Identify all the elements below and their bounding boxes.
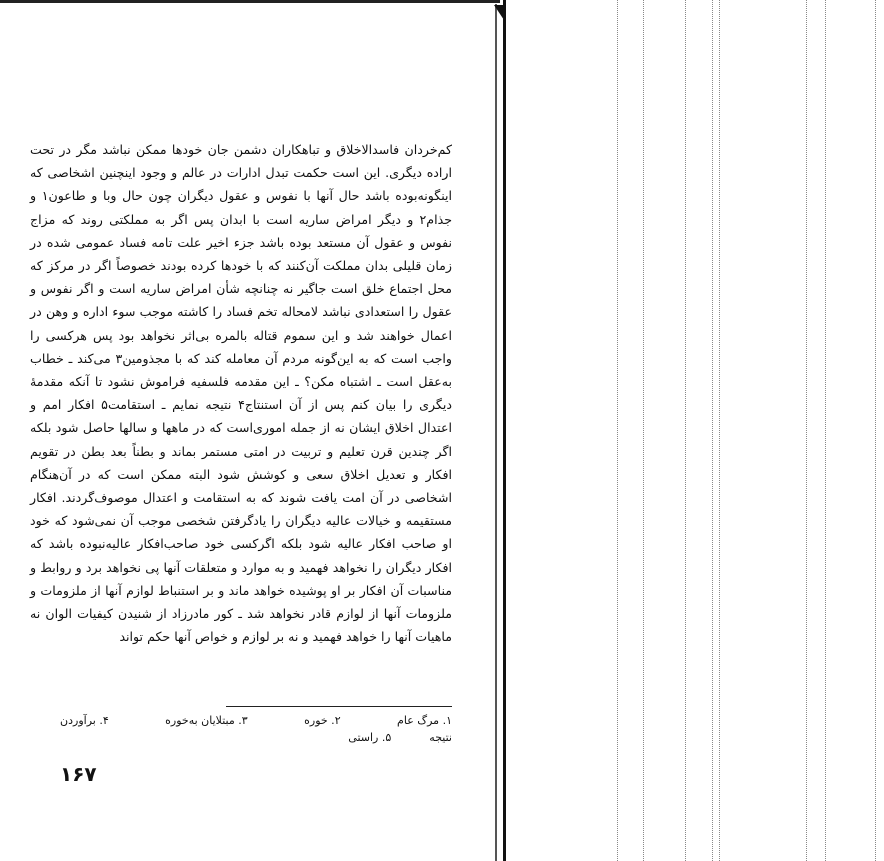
bleed-line — [806, 0, 807, 861]
bleed-line — [643, 0, 644, 861]
footnote-5: ۵. راستی — [348, 731, 392, 744]
spine-inner-line — [495, 4, 497, 861]
bleed-line — [685, 0, 686, 861]
bleed-line — [712, 0, 713, 861]
top-rule — [0, 0, 500, 3]
bleed-line — [719, 0, 720, 861]
footnotes — [60, 712, 452, 746]
book-page-text-block — [30, 138, 452, 648]
book-spine — [503, 0, 506, 861]
bleed-line — [617, 0, 618, 861]
bleed-line — [875, 0, 876, 861]
footnote-4-continuation: نتیجه — [429, 731, 452, 744]
bleed-line — [825, 0, 826, 861]
spine-corner-mark — [494, 5, 506, 23]
body-paragraph: کم‌خردان فاسدالاخلاق و تباهکاران دشمن جان خودها ممکن نباشد مگر در تحت اراده دیگری. این است حکمت تبدل ادارات در عالم و وجود اینچنین اشخاصی که اینگونه‌بوده باشد حال آنها با نفوس و عقول دیگران چون حال وبا و طاعون۱ و جذام۲ و دیگر امراض ساریه است با ابدان پس اگر به مملکتی روند که مزاج نفوس و عقول آن مستعد بوده باشد جزء اخیر علت تامه فساد عمومی شده در زمان قلیلی بدان مملکت آن‌کنند که با خودها کرده بودند خصوصاً اگر در مرکز که محل اجتماع خلق است جاگیر نه چنانچه شأن امراض ساریه است و اگر نفوس و عقول را استعدادی نباشد لامحاله تخم فساد را کاشته موجب سوء اداره و وهن در اعمال خواهند شد و این سموم قتاله بالمره بی‌اثر نخواهد بود پس هرکسی را واجب است که به این‌گونه مردم آن معامله کند که با مجذومین۳ می‌کند ـ خطاب به‌عقل است ـ اشتباه مکن؟ ـ این مقدمه فلسفیه فراموش نشود تا آنکه مقدمهٔ دیگری را بیان کنم پس از آن استنتاج۴ نتیجه نمایم ـ استقامت۵ افکار امم و اعتدال اخلاق ایشان نه از جمله اموری‌است که در ماهها و سالها حاصل شود بلکه اگر چندین قرن تعلیم و تربیت در امتی مستمر بماند و بطناً بعد بطن در تقویم افکار و تعدیل اخلاق سعی و کوشش شود البته ممکن است که در آن‌هنگام اشخاصی در آن امت یافت شوند که به استقامت و اعتدال موصوف‌گردند. افکار مستقیمه و خیالات عالیه دیگران را یادگرفتن شخصی موجب آن نمی‌شود که خود او صاحب افکار عالیه شود بلکه اگرکسی خود صاحب‌افکار عالیه‌نبوده باشد که افکار دیگران را نخواهد فهمید و به موارد و متعلقات آنها پی نخواهد برد و روابط و مناسبات آن افکار بر او پوشیده خواهد ماند و بر استنباط لوازم آنها از ملزومات و ملزومات آنها از لوازم قادر نخواهد شد ـ کور مادرزاد از شنیدن کیفیات الوان نه ماهیات آنها را خواهد فهمید و نه بر لوازم و خواص آنها حکم تواند — [30, 142, 452, 645]
footnote-2: ۲. خوره — [304, 714, 341, 727]
footnote-1: ۱. مرگ عام — [397, 714, 452, 727]
footnote-4: ۴. برآوردن — [60, 714, 109, 727]
footnote-separator — [226, 706, 452, 707]
footnote-3: ۳. مبتلایان به‌خوره — [165, 714, 248, 727]
adjacent-page-bleed — [507, 0, 884, 861]
page-number: ۱۶۷ — [60, 762, 97, 786]
